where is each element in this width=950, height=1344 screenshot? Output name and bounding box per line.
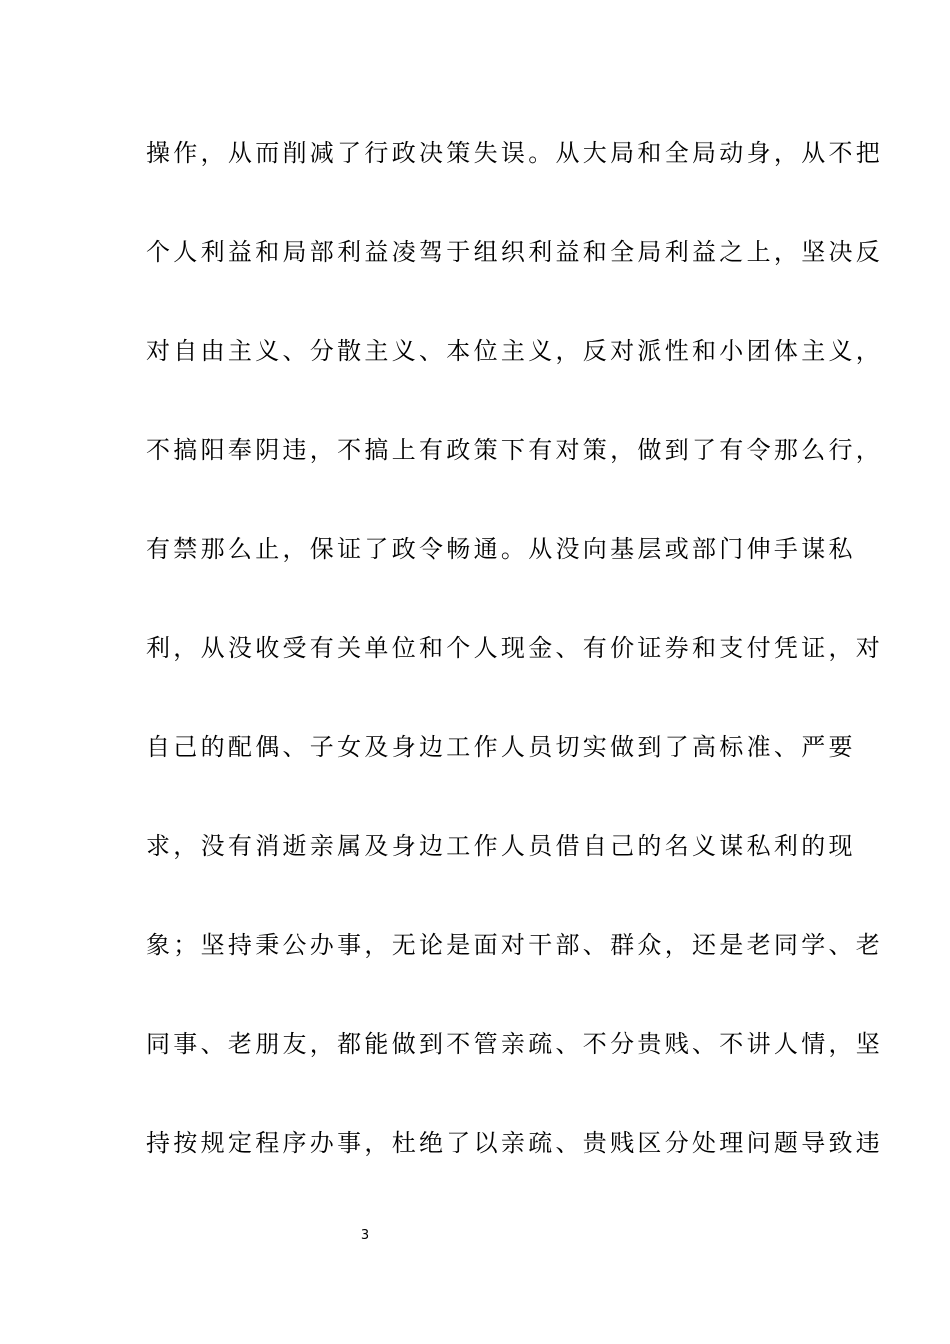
body-text-line: 不搞阳奉阴违，不搞上有政策下有对策，做到了有令那么行， (146, 436, 884, 464)
body-text-line: 对自由主义、分散主义、本位主义，反对派性和小团体主义， (146, 337, 884, 365)
body-text-line: 有禁那么止，保证了政令畅通。从没向基层或部门伸手谋私 (146, 535, 856, 563)
body-text-line: 自己的配偶、子女及身边工作人员切实做到了高标准、严要 (146, 733, 856, 761)
page-number: 3 (360, 1228, 370, 1243)
body-text-line: 同事、老朋友，都能做到不管亲疏、不分贵贱、不讲人情，坚 (146, 1030, 884, 1058)
body-text-line: 象；坚持秉公办事，无论是面对干部、群众，还是老同学、老 (146, 931, 884, 959)
body-text-line: 求，没有消逝亲属及身边工作人员借自己的名义谋私利的现 (146, 832, 856, 860)
body-text-line: 操作，从而削减了行政决策失误。从大局和全局动身，从不把 (146, 139, 884, 167)
body-text-line: 个人利益和局部利益凌驾于组织利益和全局利益之上，坚决反 (146, 238, 884, 266)
body-text-line: 利，从没收受有关单位和个人现金、有价证券和支付凭证，对 (146, 634, 884, 662)
body-text-line: 持按规定程序办事，杜绝了以亲疏、贵贱区分处理问题导致违 (146, 1129, 884, 1157)
